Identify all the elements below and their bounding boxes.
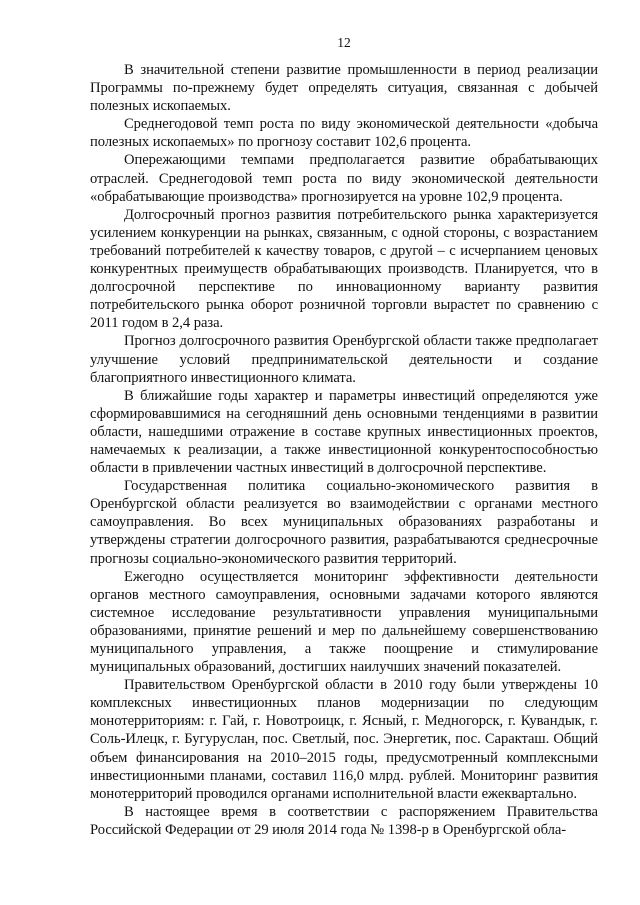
paragraph-9: Правительством Оренбургской области в 2010 году были утверждены 10 комплексных инвестиционных планов модернизации по следующим монотерриториям: г. Гай, г. Новотроицк, г. Ясный, г. Медногорск, г. Кувандык, г. Соль-Илецк, г. Бугуруслан, пос. Светлый, пос. Энергетик, пос. Саракташ. Общий объем финансирования на 2010–2015 годы, предусмотренный комплексными инвестиционными планами, составил 116,0 млрд. рублей. Мониторинг развития монотерриторий проводился органами исполнительной власти ежеквартально. xyxy=(90,677,598,802)
paragraph-8: Ежегодно осуществляется мониторинг эффективности деятельности органов местного самоуправления, основными задачами которого являются системное исследование результативности управления муниципальными образованиями, принятие решений и мер по дальнейшему совершенствованию муниципального управления, а также поощрение и стимулирование муниципальных образований, достигших наилучших значений показателей. xyxy=(90,568,598,676)
paragraph-2: Среднегодовой темп роста по виду экономической деятельности «добыча полезных ископаемых» по прогнозу составит 102,6 процента. xyxy=(90,116,598,151)
paragraph-10: В настоящее время в соответствии с распоряжением Правительства Российской Федерации от 29 июля 2014 года № 1398-р в Оренбургской обла- xyxy=(90,803,598,838)
paragraph-5: Прогноз долгосрочного развития Оренбургской области также предполагает улучшение условий предпринимательской деятельности и создание благоприятного инвестиционного климата. xyxy=(90,333,598,386)
paragraph-6: В ближайшие годы характер и параметры инвестиций определяются уже сформировавшимися на сегодняшний день основными тенденциями в развитии области, нашедшими отражение в составе крупных инвестиционных проектов, намечаемых к реализации, а также инвестиционной конкурентоспособностью области в привлечении частных инвестиций в долгосрочной перспективе. xyxy=(90,387,598,477)
page-number: 12 xyxy=(337,35,351,50)
document-body xyxy=(90,61,598,839)
paragraph-4: Долгосрочный прогноз развития потребительского рынка характеризуется усилением конкуренции на рынках, связанным, с одной стороны, с возрастанием требований потребителей к качеству товаров, с другой – с исчерпанием ценовых конкурентных преимуществ обрабатывающих производств. Планируется, что в долгосрочной перспективе по инновационному варианту развития потребительского рынка оборот розничной торговли вырастет по сравнению с 2011 годом в 2,4 раза. xyxy=(90,206,598,332)
paragraph-7: Государственная политика социально-экономического развития в Оренбургской области реализуется во взаимодействии с органами местного самоуправления. Во всех муниципальных образованиях разработаны и утверждены стратегии долгосрочного развития, разрабатываются среднесрочные прогнозы социально-экономического развития территорий. xyxy=(90,478,598,567)
paragraph-3: Опережающими темпами предполагается развитие обрабатывающих отраслей. Среднегодовой темп роста по виду экономической деятельности «обрабатывающие производства» прогнозируется на уровне 102,9 процента. xyxy=(90,152,598,205)
paragraph-1: В значительной степени развитие промышленности в период реализации Программы по-прежнему будет определять ситуация, связанная с добычей полезных ископаемых. xyxy=(90,62,598,115)
